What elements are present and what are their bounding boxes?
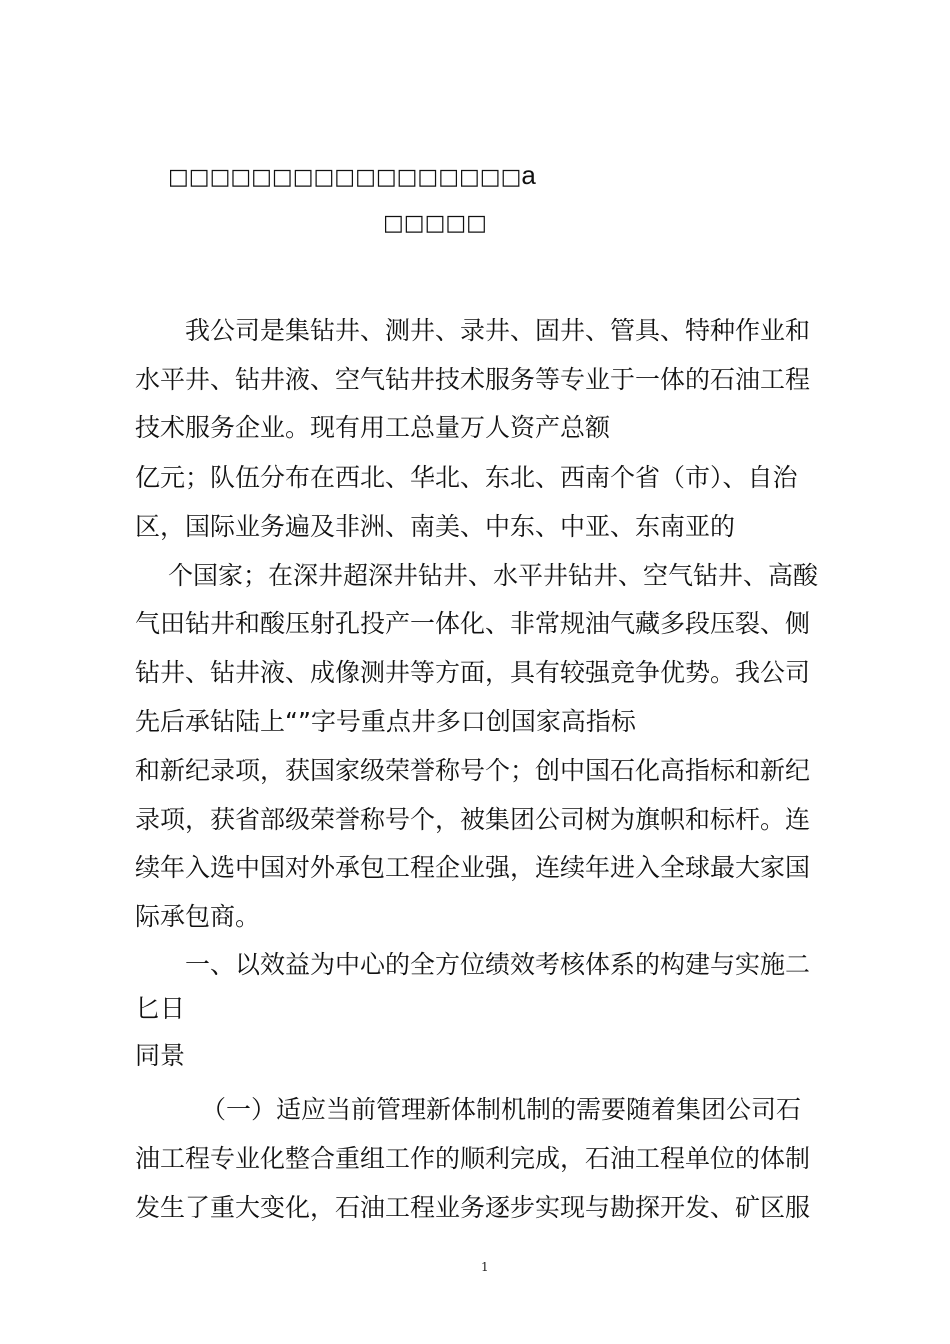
- paragraph-line: 钻井、钻井液、成像测井等方面，具有较强竞争优势。我公司: [135, 658, 811, 687]
- paragraph-line: 录项，获省部级荣誉称号个，被集团公司树为旗帜和标杆。连: [135, 805, 811, 834]
- paragraph-line: 个国家；在深井超深井钻井、水平井钻井、空气钻井、高酸: [168, 561, 819, 590]
- title-placeholder-glyphs: □□□□□□□□□□□□□□□□□: [168, 165, 522, 190]
- paragraph-line: 水平井、钻井液、空气钻井技术服务等专业于一体的石油工程: [135, 365, 811, 394]
- paragraph-line: 发生了重大变化，石油工程业务逐步实现与勘探开发、矿区服: [135, 1193, 811, 1222]
- paragraph-line: 我公司是集钻井、测井、录井、固井、管具、特种作业和: [185, 316, 811, 345]
- title-tail-char: a: [521, 160, 536, 190]
- page-number: 1: [481, 1260, 489, 1274]
- paragraph-line: 亿元；队伍分布在西北、华北、东北、西南个省（市）、自治: [135, 463, 798, 492]
- subsection-heading: （一）适应当前管理新体制机制的需要随着集团公司石: [201, 1095, 802, 1124]
- paragraph-line: 匕日: [135, 994, 186, 1023]
- document-title: [168, 160, 536, 191]
- paragraph-line: 际承包商。: [135, 902, 261, 931]
- paragraph-line: 区，国际业务遍及非洲、南美、中东、中亚、东南亚的: [135, 512, 736, 541]
- section-heading: 一、以效益为中心的全方位绩效考核体系的构建与实施二: [185, 950, 811, 979]
- paragraph-line: 技术服务企业。现有用工总量万人资产总额: [135, 413, 611, 442]
- paragraph-line: 和新纪录项，获国家级荣誉称号个；创中国石化高指标和新纪: [135, 756, 811, 785]
- paragraph-line: 气田钻井和酸压射孔投产一体化、非常规油气藏多段压裂、侧: [135, 609, 811, 638]
- paragraph-line: 油工程专业化整合重组工作的顺利完成，石油工程单位的体制: [135, 1144, 811, 1173]
- paragraph-line: 续年入选中国对外承包工程企业强，连续年进入全球最大家国: [135, 853, 811, 882]
- document-subtitle: □□□□□: [383, 211, 487, 236]
- paragraph-line: 先后承钻陆上“”字号重点井多口创国家高指标: [135, 707, 636, 736]
- paragraph-line: 同景: [135, 1041, 186, 1070]
